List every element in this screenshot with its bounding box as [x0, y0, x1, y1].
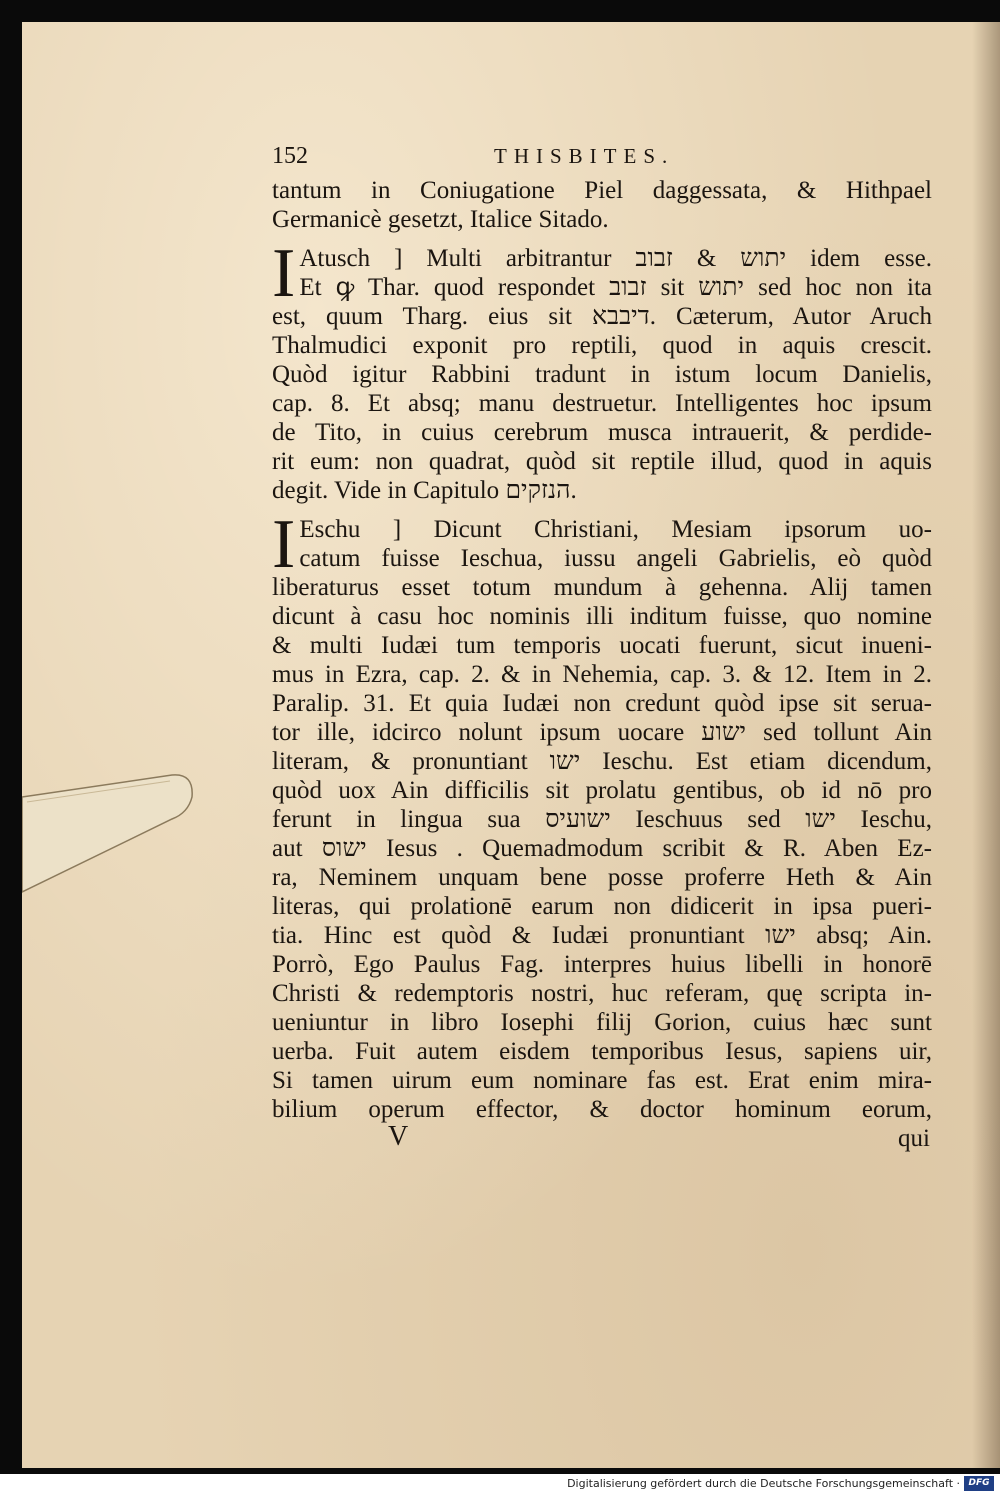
text-line: Si tamen uirum eum nominare fas est. Erat enim mira-	[272, 1067, 932, 1094]
text-line: est, quum Tharg. eius sit דיבבא. Cæterum, Autor Aruch	[272, 303, 932, 330]
text-line: tia. Hinc est quòd & Iudæi pronuntiant ישו absq; Ain.	[272, 922, 932, 949]
text-line: mus in Ezra, cap. 2. & in Nehemia, cap. 3. & 12. Item in 2.	[272, 661, 932, 688]
text-line: ra, Neminem unquam bene posse proferre Heth & Ain	[272, 864, 932, 891]
attribution-text: Digitalisierung gefördert durch die Deutsche Forschungsgemeinschaft ·	[567, 1477, 960, 1490]
signature-mark: V	[388, 1121, 409, 1152]
paper-bookmark-strip	[22, 767, 197, 907]
running-title: THISBITES.	[494, 144, 675, 168]
text-line: literam, & pronuntiant ישו Ieschu. Est etiam dicendum,	[272, 748, 932, 775]
text-line: dicunt à casu hoc nominis illi inditum fuisse, quo nomine	[272, 603, 932, 630]
text-line: de Tito, in cuius cerebrum musca intrauerit, & perdide-	[272, 419, 932, 446]
text-line: ueniuntur in libro Iosephi filij Gorion, cuius hæc sunt	[272, 1009, 932, 1036]
text-line: Christi & redemptoris nostri, huc referam, quę scripta in-	[272, 980, 932, 1007]
text-line: liberaturus esset totum mundum à gehenna. Alij tamen	[272, 574, 932, 601]
text-line: Et ꝙ Thar. quod respondet זבוב sit יתוש sed hoc non ita	[299, 274, 933, 301]
text-line: catum fuisse Ieschua, iussu angeli Gabrielis, eò quòd	[299, 545, 932, 572]
text-line: & multi Iudæi tum temporis uocati fuerunt, sicut inueni-	[272, 632, 932, 659]
running-head	[272, 138, 932, 172]
paragraph-iatusch	[272, 235, 933, 505]
text-line: degit. Vide in Capitulo הנזקים.	[272, 477, 577, 504]
text-line: Eschu ] Dicunt Christiani, Mesiam ipsorum uo-	[299, 516, 932, 543]
text-line: uerba. Fuit autem eisdem temporibus Iesus, sapiens uir,	[272, 1038, 932, 1065]
signature-line	[272, 1121, 932, 1156]
text-line: rit eum: non quadrat, quòd sit reptile illud, quod in aquis	[272, 448, 932, 475]
gutter-shadow	[972, 22, 1000, 1468]
text-line: Paralip. 31. Et quia Iudæi non credunt quòd ipse sit serua-	[272, 690, 932, 717]
text-block	[272, 138, 932, 1156]
paragraph-continuation	[272, 176, 932, 234]
text-line: tor ille, idcirco nolunt ipsum uocare ישוע sed tollunt Ain	[272, 719, 932, 746]
dfg-logo: DFG	[964, 1476, 994, 1491]
text-line: quòd uox Ain difficilis sit prolatu gentibus, ob id nō pro	[272, 777, 932, 804]
paragraph-ieschu	[272, 506, 932, 1124]
text-line: cap. 8. Et absq; manu destruetur. Intelligentes hoc ipsum	[272, 390, 932, 417]
text-line: Thalmudici exponit pro reptili, quod in aquis crescit.	[272, 332, 932, 359]
page-number: 152	[272, 143, 308, 169]
text-line: aut ישוס Iesus . Quemadmodum scribit & R. Aben Ez-	[272, 835, 932, 862]
text-line: Atusch ] Multi arbitrantur יתוש & זבוב idem esse.	[299, 245, 932, 272]
text-line: Porrò, Ego Paulus Fag. interpres huius libelli in honorē	[272, 951, 932, 978]
text-line: bilium operum effector, & doctor hominum eorum,	[272, 1096, 932, 1123]
text-line: literas, qui prolationē earum non didicerit in ipsa pueri-	[272, 893, 932, 920]
text-line: Germanicè gesetzt, Italice Sitado.	[272, 206, 609, 233]
drop-capital: I	[272, 506, 296, 583]
text-line: tantum in Coniugatione Piel daggessata, & Hithpael	[272, 177, 932, 204]
catchword: qui	[898, 1125, 930, 1152]
attribution-bar	[0, 1474, 1000, 1494]
text-line: Quòd igitur Rabbini tradunt in istum locum Danielis,	[272, 361, 932, 388]
text-line: ferunt in lingua sua ישועיס Ieschuus sed ישו Ieschu,	[272, 806, 932, 833]
drop-capital: I	[272, 235, 296, 312]
